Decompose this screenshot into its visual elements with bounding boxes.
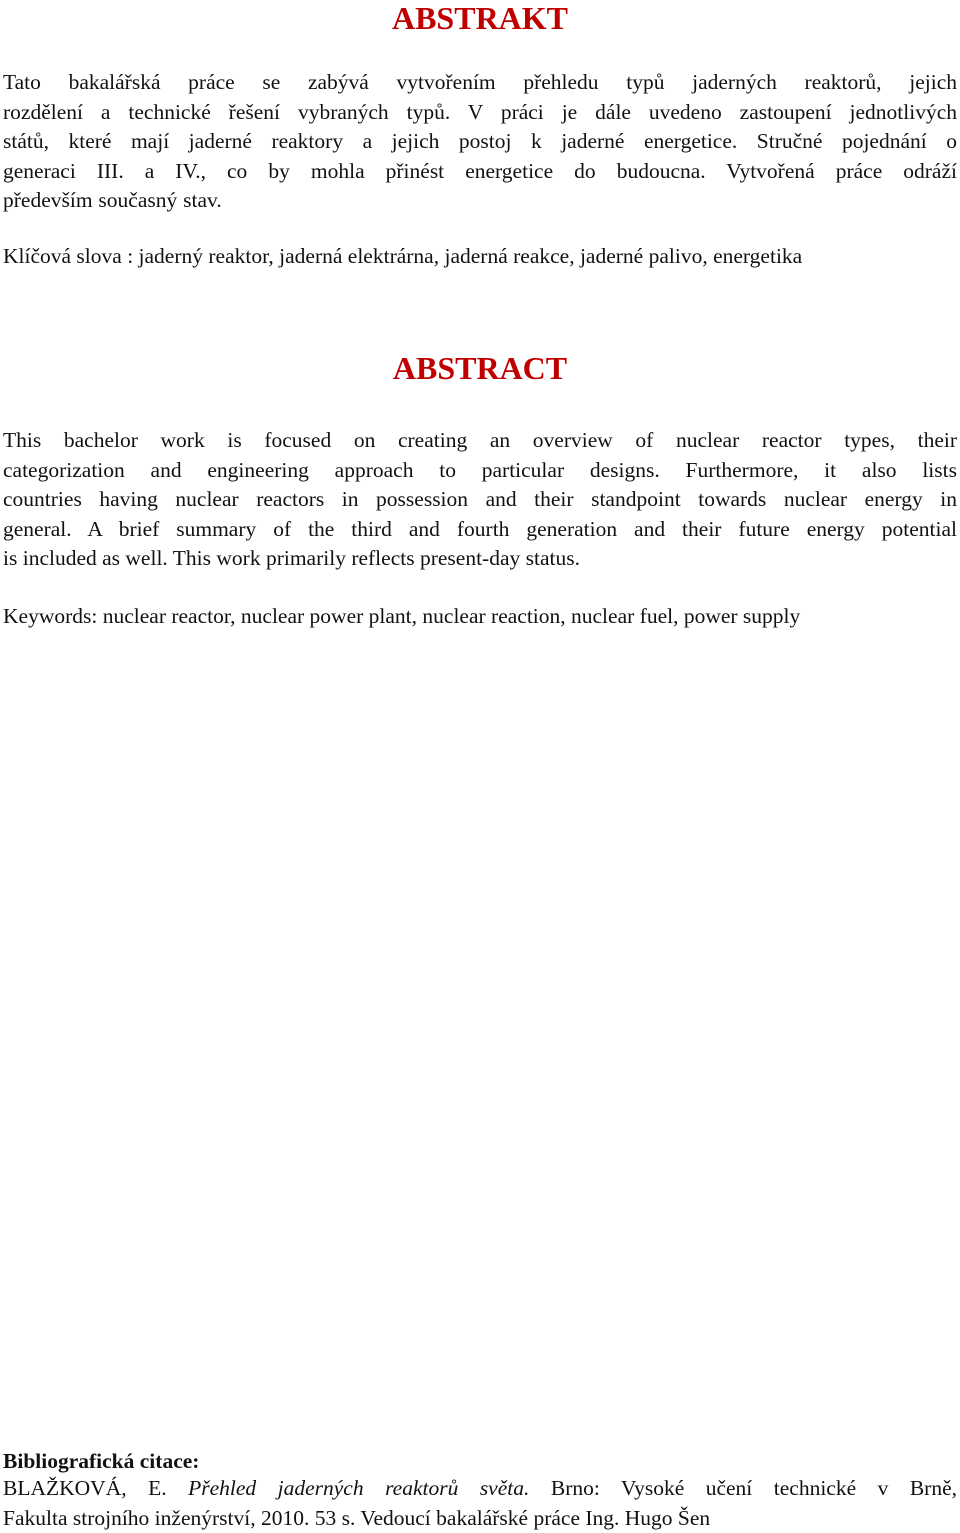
citation-line-1 [3,1474,957,1504]
abstrakt-keywords: Klíčová slova : jaderný reaktor, jaderná elektrárna, jaderná reakce, jaderné palivo, energetika [3,242,802,271]
abstrakt-line: Tato bakalářská práce se zabývá vytvořením přehledu typů jaderných reaktorů, jejich [3,68,957,98]
bibliography-citation [3,1474,957,1533]
citation-line-2: Fakulta strojního inženýrství, 2010. 53 s. Vedoucí bakalářské práce Ing. Hugo Šen [3,1504,957,1533]
abstrakt-line: generaci III. a IV., co by mohla přinést energetice do budoucna. Vytvořená práce odráží [3,157,957,187]
abstrakt-line: států, které mají jaderné reaktory a jejich postoj k jaderné energetice. Stručné pojednání o [3,127,957,157]
abstract-line: is included as well. This work primarily reflects present-day status. [3,544,957,574]
abstract-paragraph [3,426,957,574]
abstract-line: This bachelor work is focused on creating an overview of nuclear reactor types, their [3,426,957,456]
citation-publisher: Brno: Vysoké učení technické v Brně, [551,1476,957,1500]
abstract-line: categorization and engineering approach to particular designs. Furthermore, it also lists [3,456,957,486]
abstrakt-line: především současný stav. [3,186,957,216]
abstract-line: countries having nuclear reactors in possession and their standpoint towards nuclear energy in [3,485,957,515]
citation-author: BLAŽKOVÁ, E. [3,1476,167,1500]
abstrakt-line: rozdělení a technické řešení vybraných typů. V práci je dále uvedeno zastoupení jednotlivých [3,98,957,128]
citation-title: Přehled jaderných reaktorů světa. [188,1476,529,1500]
abstract-keywords: Keywords: nuclear reactor, nuclear power plant, nuclear reaction, nuclear fuel, power supply [3,602,800,631]
abstrakt-heading: ABSTRAKT [0,0,960,36]
abstract-heading: ABSTRACT [0,350,960,386]
abstrakt-paragraph [3,68,957,216]
bibliography-label: Bibliografická citace: [3,1447,199,1476]
abstract-line: general. A brief summary of the third and fourth generation and their future energy potential [3,515,957,545]
